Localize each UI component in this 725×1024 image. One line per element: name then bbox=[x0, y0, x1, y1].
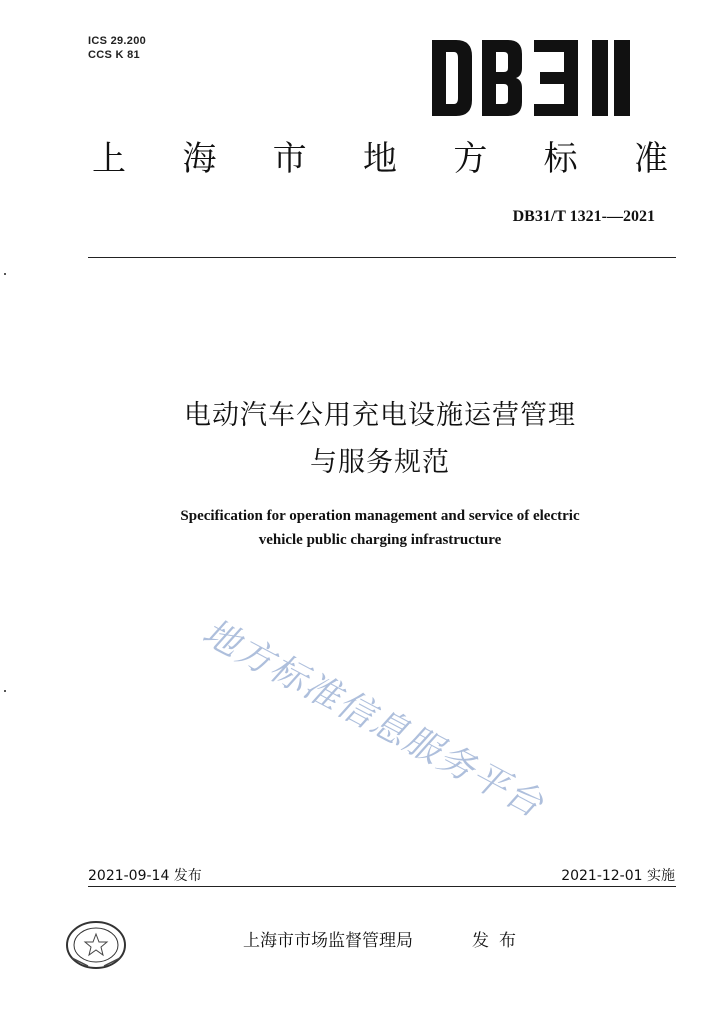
standard-type-char: 标 bbox=[543, 139, 578, 179]
standard-type-char: 地 bbox=[362, 139, 397, 179]
standard-type-char: 市 bbox=[272, 139, 307, 179]
standard-type-char: 方 bbox=[453, 139, 488, 179]
ics-code: ICS 29.200 bbox=[88, 35, 147, 47]
standard-type-char: 准 bbox=[633, 139, 668, 179]
chinese-title-line-2: 与服务规范 bbox=[310, 447, 450, 478]
standard-type-char: 上 bbox=[92, 139, 126, 179]
bottom-divider bbox=[88, 886, 676, 887]
effective-date: 2021-12-01 实施 bbox=[561, 868, 675, 884]
issue-date: 2021-09-14 发布 bbox=[88, 868, 202, 884]
chinese-title-line-1: 电动汽车公用充电设施运营管理 bbox=[184, 400, 576, 431]
scan-mark bbox=[4, 273, 6, 275]
watermark bbox=[190, 600, 610, 840]
watermark-text: 地方标准信息服务平台 bbox=[195, 611, 551, 827]
publisher-name: 上海市市场监督管理局 bbox=[243, 931, 413, 951]
publish-label: 发布 bbox=[472, 931, 526, 951]
english-title-line-2: vehicle public charging infrastructure bbox=[258, 532, 502, 548]
ccs-code: CCS K 81 bbox=[88, 49, 140, 61]
standard-type-title bbox=[92, 136, 668, 182]
english-title-line-1: Specification for operation management and service of electric bbox=[180, 508, 580, 524]
db31-logo bbox=[428, 36, 638, 120]
top-divider bbox=[88, 257, 676, 258]
stamp-icon bbox=[64, 918, 128, 972]
standard-number: DB31/T 1321-—2021 bbox=[512, 208, 655, 225]
classification-codes bbox=[88, 34, 146, 62]
standard-type-char: 海 bbox=[182, 139, 217, 179]
scan-mark bbox=[4, 690, 6, 692]
